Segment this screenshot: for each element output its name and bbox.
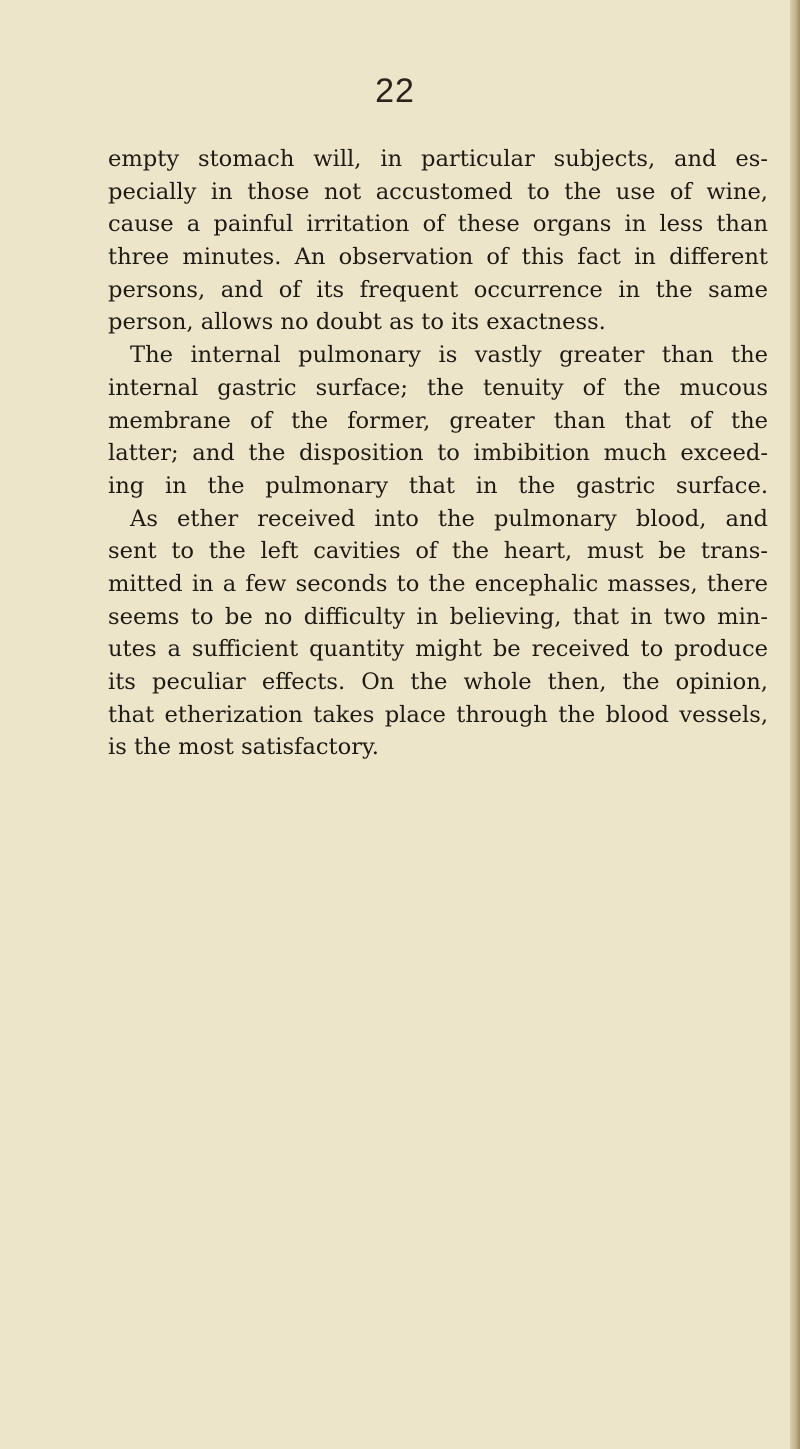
page-edge-shadow (790, 0, 800, 1449)
text-line: three minutes. An observation of this fact in different (108, 244, 768, 271)
text-line: ing in the pulmonary that in the gastric surface. (108, 472, 768, 499)
text-line: person, allows no doubt as to its exactness. (108, 309, 606, 336)
text-line: membrane of the former, greater than that of the (108, 407, 768, 434)
text-line: latter; and the disposition to imbibition much exceed- (108, 440, 768, 467)
text-line: is the most satisfactory. (108, 734, 379, 761)
text-line: The internal pulmonary is vastly greater than the (130, 342, 768, 369)
text-line: mitted in a few seconds to the encephalic masses, there (108, 570, 768, 597)
text-line: As ether received into the pulmonary blood, and (130, 505, 768, 532)
text-line: cause a painful irritation of these organs in less than (108, 211, 768, 238)
text-line: empty stomach will, in particular subjects, and es- (108, 146, 768, 172)
text-line: that etherization takes place through the blood vessels, (108, 701, 768, 728)
text-line: internal gastric surface; the tenuity of the mucous (108, 374, 768, 401)
text-line: pecially in those not accustomed to the use of wine, (108, 178, 768, 205)
text-line: its peculiar effects. On the whole then, the opinion, (108, 669, 768, 695)
text-line: seems to be no difficulty in believing, that in two min- (108, 603, 768, 630)
text-line: utes a sufficient quantity might be received to produce (108, 636, 768, 663)
page-number: 22 (375, 72, 415, 110)
text-line: persons, and of its frequent occurrence in the same (108, 276, 768, 303)
text-line: sent to the left cavities of the heart, must be trans- (108, 538, 768, 565)
body-text (108, 143, 768, 764)
